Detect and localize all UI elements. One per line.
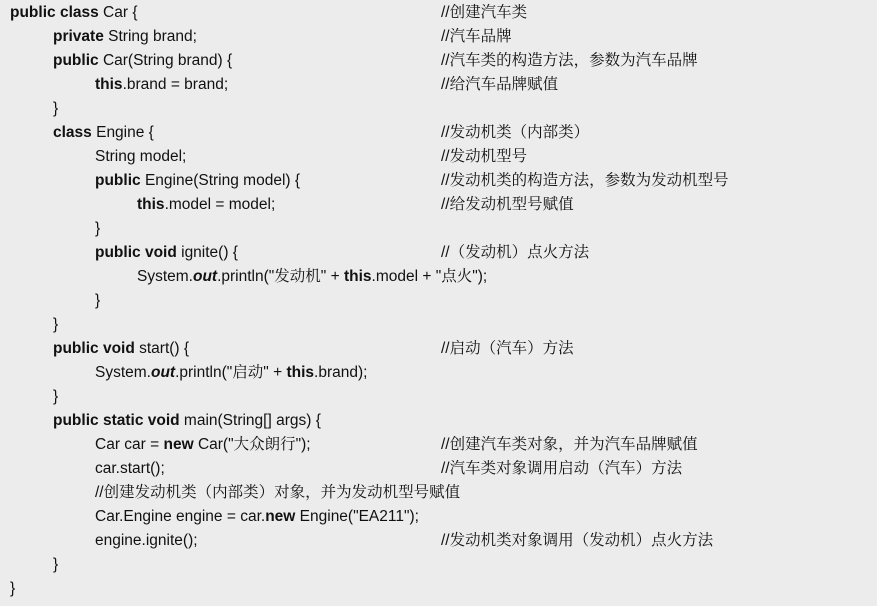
code-line <box>0 361 877 385</box>
code-token: main(String[] args) { <box>179 412 321 429</box>
code-token: } <box>95 220 101 237</box>
code-comment: //发动机类对象调用（发动机）点火方法 <box>441 532 714 549</box>
keyword-token: this <box>95 76 123 93</box>
code-line <box>0 97 877 121</box>
keyword-token: new <box>265 508 296 525</box>
code-text <box>95 145 186 169</box>
code-line <box>0 193 877 217</box>
code-text <box>10 1 138 25</box>
code-text <box>53 409 321 433</box>
code-token: .brand = brand; <box>122 76 229 93</box>
code-comment: //给发动机型号赋值 <box>441 196 574 213</box>
code-comment: //启动（汽车）方法 <box>441 340 574 357</box>
code-text <box>95 169 300 193</box>
code-token: } <box>95 292 101 309</box>
code-token: } <box>53 556 59 573</box>
code-token: System. <box>95 364 151 381</box>
keyword-token: public static void <box>53 412 180 429</box>
code-token: String brand; <box>103 28 197 45</box>
code-comment: //汽车品牌 <box>441 28 512 45</box>
code-text <box>95 457 165 481</box>
code-comment: //发动机类的构造方法，参数为发动机型号 <box>441 172 729 189</box>
code-text <box>53 553 58 577</box>
code-line <box>0 25 877 49</box>
code-text <box>53 121 154 145</box>
code-text <box>53 313 58 337</box>
code-line <box>0 457 877 481</box>
code-token: .println("启动" + <box>175 364 287 381</box>
code-token: .brand); <box>314 364 368 381</box>
code-comment: //创建汽车类 <box>441 4 528 21</box>
code-text <box>95 241 238 265</box>
code-comment: //汽车类对象调用启动（汽车）方法 <box>441 460 683 477</box>
keyword-token: public void <box>95 244 177 261</box>
code-token: } <box>53 316 59 333</box>
code-line <box>0 337 877 361</box>
keyword-token: new <box>163 436 194 453</box>
code-line <box>0 409 877 433</box>
code-comment: //创建汽车类对象，并为汽车品牌赋值 <box>441 436 698 453</box>
code-line <box>0 217 877 241</box>
code-line <box>0 145 877 169</box>
code-comment: //（发动机）点火方法 <box>441 244 590 261</box>
code-comment: //汽车类的构造方法，参数为汽车品牌 <box>441 52 698 69</box>
code-token: String model; <box>95 148 187 165</box>
static-field-token: out <box>192 268 218 285</box>
keyword-token: public class <box>10 4 99 21</box>
code-line <box>0 529 877 553</box>
code-text <box>53 25 197 49</box>
code-text <box>53 337 189 361</box>
code-line <box>0 49 877 73</box>
code-text <box>53 97 58 121</box>
static-field-token: out <box>150 364 176 381</box>
keyword-token: public <box>53 52 99 69</box>
code-text <box>95 73 228 97</box>
keyword-token: private <box>53 28 104 45</box>
code-token: Car(String brand) { <box>98 52 233 69</box>
code-line <box>0 553 877 577</box>
code-token: car.start(); <box>95 460 165 477</box>
keyword-token: this <box>137 196 165 213</box>
code-text <box>137 193 275 217</box>
code-token: Car { <box>98 4 138 21</box>
code-token: engine.ignite(); <box>95 532 198 549</box>
code-token: Engine(String model) { <box>140 172 301 189</box>
code-text <box>10 577 15 601</box>
code-line <box>0 433 877 457</box>
code-comment: //发动机类（内部类） <box>441 124 590 141</box>
code-comment: //给汽车品牌赋值 <box>441 76 559 93</box>
code-token: Engine { <box>91 124 154 141</box>
code-text <box>137 265 487 289</box>
code-line <box>0 241 877 265</box>
code-text <box>95 433 311 457</box>
keyword-token: public void <box>53 340 135 357</box>
code-token: } <box>10 580 16 597</box>
code-token: .model = model; <box>164 196 276 213</box>
code-text <box>95 361 367 385</box>
code-token: Car car = <box>95 436 164 453</box>
code-line <box>0 265 877 289</box>
code-text <box>95 505 419 529</box>
keyword-token: this <box>286 364 315 381</box>
code-text <box>53 49 232 73</box>
code-token: System. <box>137 268 193 285</box>
code-token: //创建发动机类（内部类）对象，并为发动机型号赋值 <box>95 484 461 501</box>
code-text <box>95 289 100 313</box>
code-token: ignite() { <box>176 244 238 261</box>
code-line <box>0 73 877 97</box>
code-line <box>0 121 877 145</box>
code-token: Car.Engine engine = car. <box>95 508 266 525</box>
code-token: Car("大众朗行"); <box>193 436 311 453</box>
code-text <box>95 529 198 553</box>
code-text <box>95 217 100 241</box>
code-token: .model + "点火"); <box>371 268 488 285</box>
code-token: Engine("EA211"); <box>295 508 419 525</box>
code-text <box>53 385 58 409</box>
code-token: start() { <box>134 340 190 357</box>
code-text <box>95 481 460 505</box>
keyword-token: class <box>53 124 92 141</box>
keyword-token: this <box>343 268 372 285</box>
code-token: } <box>53 388 59 405</box>
code-token: .println("发动机" + <box>217 268 344 285</box>
code-line <box>0 1 877 25</box>
keyword-token: public <box>95 172 141 189</box>
code-line <box>0 385 877 409</box>
code-line <box>0 577 877 601</box>
code-token: } <box>53 100 59 117</box>
code-line <box>0 481 877 505</box>
code-comment: //发动机型号 <box>441 148 528 165</box>
code-line <box>0 289 877 313</box>
code-line <box>0 505 877 529</box>
code-line <box>0 313 877 337</box>
code-line <box>0 169 877 193</box>
